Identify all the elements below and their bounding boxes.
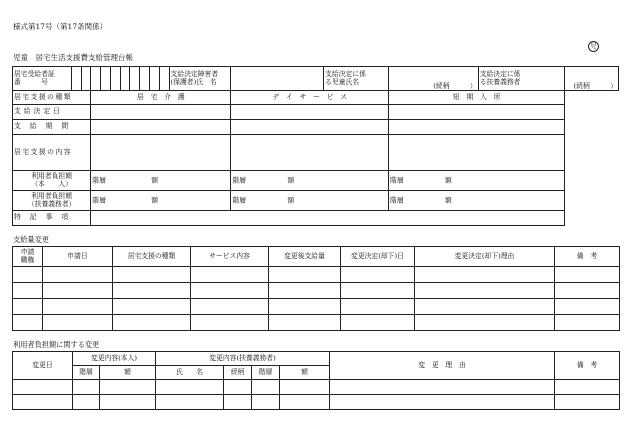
supporter-tier-header: 階層	[252, 366, 280, 380]
service-home-care: 居 宅 介 護	[91, 91, 231, 105]
service-type-label: 居宅支援の種類	[13, 91, 91, 105]
guardian-name-field[interactable]	[231, 67, 324, 91]
self-amount-header: 額	[100, 366, 156, 380]
recipient-no-label: 居宅受給者証 番 号	[13, 67, 72, 91]
new-amount-header: 変更後支給量	[269, 247, 341, 267]
recipient-no-box[interactable]	[71, 67, 81, 91]
decision-date-label: 支給決定日	[13, 105, 91, 120]
notes-label: 特記事項	[13, 211, 91, 226]
recipient-no-box[interactable]	[101, 67, 111, 91]
supporter-label: 支給決定に係 る扶養義務者	[478, 67, 565, 91]
burden-self-day[interactable]: 階層 額	[231, 171, 389, 191]
self-tier-header: 階層	[73, 366, 100, 380]
change-table	[12, 246, 620, 331]
supporter-name-field[interactable]: (続柄 ）	[565, 67, 619, 91]
recipient-no-box[interactable]	[120, 67, 130, 91]
main-table	[12, 66, 619, 226]
service-short-stay: 短 期 入 所	[389, 91, 565, 105]
recipient-no-box[interactable]	[149, 67, 159, 91]
reason-header: 変 更 理 由	[330, 352, 555, 380]
content-supporter-header: 変更内容(扶養義務者)	[156, 352, 330, 366]
remarks-header: 備 考	[555, 352, 620, 380]
remarks-header: 備 考	[555, 247, 620, 267]
recipient-no-box[interactable]	[159, 67, 169, 91]
period-label: 支給期間	[13, 120, 91, 135]
content-label: 居宅支援の内容	[13, 135, 91, 171]
child-name-field[interactable]: (続柄 ）	[389, 67, 479, 91]
burden-change-table	[12, 351, 620, 410]
table-row	[13, 283, 620, 299]
recipient-no-box[interactable]	[91, 67, 101, 91]
supporter-amount-header: 額	[280, 366, 330, 380]
burden-section-title: 利用者負担額に関する変更	[13, 340, 100, 349]
table-row	[13, 380, 620, 395]
service-content-header: サービス内容	[191, 247, 269, 267]
service-day-service: デ イ サ ー ビ ス	[231, 91, 389, 105]
notes-field[interactable]	[91, 211, 565, 226]
period-home[interactable]	[91, 120, 231, 135]
supporter-relation-header: 続柄	[224, 366, 252, 380]
form-number: 様式第17号（第17条関係）	[13, 22, 108, 31]
child-label: 支給決定に係 る児童氏名	[324, 67, 389, 91]
supporter-name-header: 氏 名	[156, 366, 224, 380]
change-date-header: 変更日	[13, 352, 73, 380]
decision-date-short[interactable]	[389, 105, 565, 120]
recipient-no-box[interactable]	[130, 67, 140, 91]
content-short[interactable]	[389, 135, 565, 171]
table-row	[13, 267, 620, 283]
ledger-title: 児童 居宅生活支援費支給管理台帳	[13, 53, 133, 62]
burden-self-home[interactable]: 階層 額	[91, 171, 231, 191]
decision-date-home[interactable]	[91, 105, 231, 120]
table-row	[13, 299, 620, 315]
recipient-no-box[interactable]	[81, 67, 91, 91]
recipient-no-box[interactable]	[140, 67, 150, 91]
burden-supporter-label: 利用者負担額 （扶養義務者）	[13, 191, 91, 211]
apply-date-header: 申請日	[43, 247, 113, 267]
burden-self-label: 利用者負担額 （本 人）	[13, 171, 91, 191]
burden-self-short[interactable]: 階層 額	[389, 171, 565, 191]
decision-date-day[interactable]	[231, 105, 389, 120]
content-home[interactable]	[91, 135, 231, 171]
period-short[interactable]	[389, 120, 565, 135]
child-stamp: 児	[588, 41, 599, 52]
recipient-no-box[interactable]	[110, 67, 120, 91]
burden-supporter-short[interactable]: 階層 額	[389, 191, 565, 211]
burden-supporter-day[interactable]: 階層 額	[231, 191, 389, 211]
applicant-header: 申請 職権	[13, 247, 43, 267]
decision-reason-header: 変更決定(却下)理由	[415, 247, 555, 267]
decision-date-header: 変更決定(却下)日	[341, 247, 415, 267]
table-row	[13, 315, 620, 331]
content-self-header: 変更内容(本人)	[73, 352, 156, 366]
guardian-label: 支給決定障害者 (保護者)氏 名	[169, 67, 231, 91]
period-day[interactable]	[231, 120, 389, 135]
change-section-title: 支給量変更	[13, 235, 49, 244]
content-day[interactable]	[231, 135, 389, 171]
burden-supporter-home[interactable]: 階層 額	[91, 191, 231, 211]
service-type-header: 居宅支援の種類	[113, 247, 191, 267]
table-row	[13, 395, 620, 410]
